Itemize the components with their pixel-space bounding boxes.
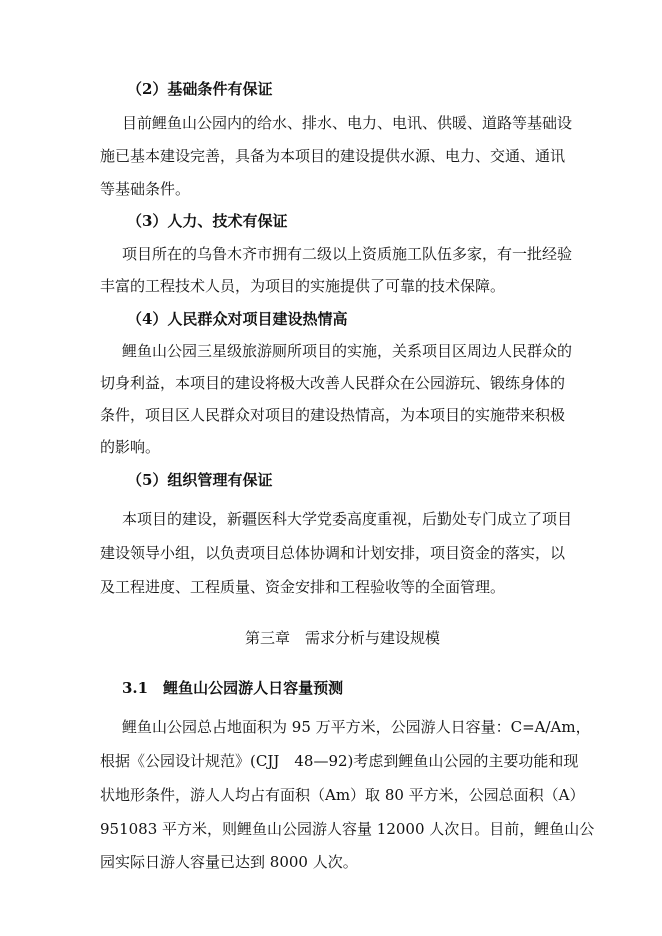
section-heading-4: （4）人民群众对项目建设热情高: [127, 310, 348, 328]
paragraph-line: 条件，项目区人民群众对项目的建设热情高，为本项目的实施带来积极: [100, 406, 566, 424]
section-heading-3: （3）人力、技术有保证: [127, 212, 288, 230]
paragraph-line: 951083 平方米，则鲤鱼山公园游人容量 12000 人次日。目前，鲤鱼山公: [100, 820, 595, 838]
paragraph-line: 项目所在的乌鲁木齐市拥有二级以上资质施工队伍多家，有一批经验: [122, 245, 573, 263]
paragraph-line: 施已基本建设完善，具备为本项目的建设提供水源、电力、交通、通讯: [100, 147, 566, 165]
paragraph-line: 根据《公园设计规范》(CJJ 48—92)考虑到鲤鱼山公园的主要功能和现: [100, 752, 579, 770]
paragraph-line: 丰富的工程技术人员，为项目的实施提供了可靠的技术保障。: [100, 277, 506, 295]
paragraph-line: 鲤鱼山公园总占地面积为 95 万平方米，公园游人日容量：C=A/Am，: [122, 718, 591, 736]
paragraph-line: 及工程进度、工程质量、资金安排和工程验收等的全面管理。: [100, 578, 506, 596]
paragraph-line: 建设领导小组，以负责项目总体协调和计划安排，项目资金的落实，以: [100, 544, 566, 562]
subsection-title: 3.1 鲤鱼山公园游人日容量预测: [122, 679, 344, 697]
paragraph-line: 目前鲤鱼山公园内的给水、排水、电力、电讯、供暖、道路等基础设: [122, 114, 573, 132]
section-heading-5: （5）组织管理有保证: [127, 471, 273, 489]
section-heading-2: （2）基础条件有保证: [127, 80, 273, 98]
paragraph-line: 本项目的建设，新疆医科大学党委高度重视，后勤处专门成立了项目: [122, 510, 573, 528]
paragraph-line: 切身利益，本项目的建设将极大改善人民群众在公园游玩、锻练身体的: [100, 374, 566, 392]
paragraph-line: 园实际日游人容量已达到 8000 人次。: [100, 853, 358, 871]
chapter-title: 第三章 需求分析与建设规模: [245, 629, 441, 647]
paragraph-line: 鲤鱼山公园三星级旅游厕所项目的实施，关系项目区周边人民群众的: [122, 342, 573, 360]
paragraph-line: 等基础条件。: [100, 180, 191, 198]
paragraph-line: 的影响。: [100, 438, 161, 456]
paragraph-line: 状地形条件，游人人均占有面积（Am）取 80 平方米，公园总面积（A）: [100, 786, 585, 804]
